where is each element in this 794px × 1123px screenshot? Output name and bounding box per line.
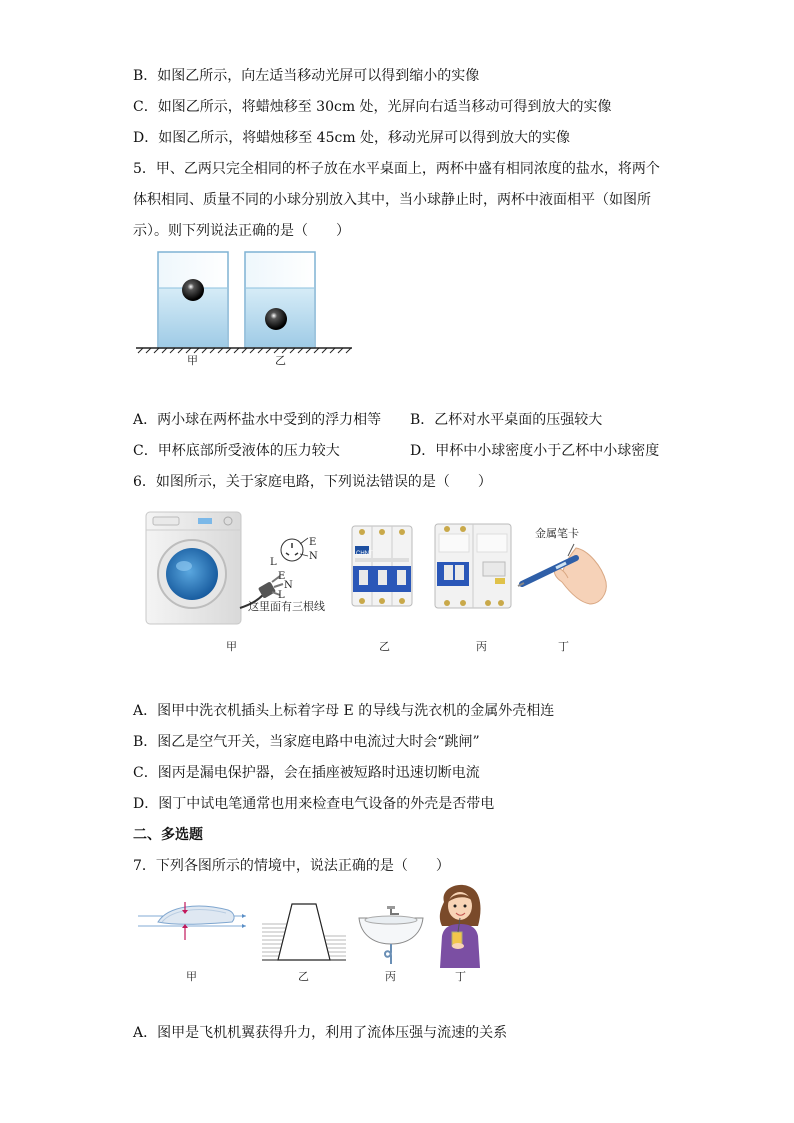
q7-option-a: A．图甲是飞机机翼获得升力，利用了流体压强与流速的关系 [133,1025,508,1041]
q5-label-yi: 乙 [275,354,286,367]
q6-option-b: B．图乙是空气开关，当家庭电路中电流过大时会“跳闸” [133,734,480,750]
plug-pin-e: E [278,571,286,582]
section-heading-multiple-choice: 二、多选题 [133,827,203,843]
q5-option-d: D．甲杯中小球密度小于乙杯中小球密度 [410,443,660,459]
dam-figure [262,902,346,960]
plug-pin-l: L [278,590,285,601]
q5-stem-line3: 示）。则下列说法正确的是（ ） [133,223,350,239]
q5-label-jia: 甲 [187,354,198,367]
q7-label-yi: 乙 [298,970,309,983]
q5-stem-line1: 5．甲、乙两只完全相同的杯子放在水平桌面上，两杯中盛有相同浓度的盐水，将两个 [133,161,660,177]
q5-option-c: C．甲杯底部所受液体的压力较大 [133,443,340,459]
q7-stem: 7．下列各图所示的情境中，说法正确的是（ ） [133,858,450,874]
sink-figure [355,904,427,968]
q6-stem: 6．如图所示，关于家庭电路，下列说法错误的是（ ） [133,474,492,490]
ball-yi [265,308,287,330]
wing-figure [138,896,248,946]
plug-pin-n: N [284,580,293,591]
q6-label-ding: 丁 [558,640,569,653]
q6-option-a: A．图甲中洗衣机插头上标着字母 E 的导线与洗衣机的金属外壳相连 [133,703,555,719]
socket-label-e: E [309,537,317,548]
socket-label-n: N [309,551,318,562]
q5-cups-figure [134,250,354,354]
pen-clip-label: 金属笔卡 [535,527,579,540]
q7-label-bing: 丙 [385,970,396,983]
q7-label-jia: 甲 [186,970,197,983]
girl-drinking-figure [434,882,486,968]
q6-label-yi: 乙 [379,640,390,653]
q7-label-ding: 丁 [455,970,466,983]
cup-yi [245,252,315,348]
test-pen-figure [516,538,612,610]
q4-option-d: D．如图乙所示，将蜡烛移至 45cm 处，移动光屏可以得到放大的实像 [133,130,571,146]
q4-option-c: C．如图乙所示，将蜡烛移至 30cm 处，光屏向右适当移动可得到放大的实像 [133,99,612,115]
q5-stem-line2: 体积相同、质量不同的小球分别放入其中，当小球静止时，两杯中液面相平（如图所 [133,192,651,208]
q6-option-c: C．图丙是漏电保护器，会在插座被短路时迅速切断电流 [133,765,480,781]
breaker-brand: CHNT [356,551,373,557]
q5-option-a: A．两小球在两杯盐水中受到的浮力相等 [133,412,382,428]
q6-option-d: D．图丁中试电笔通常也用来检查电气设备的外壳是否带电 [133,796,495,812]
q6-label-jia: 甲 [226,640,237,653]
plug-note: 这里面有三根线 [248,600,325,613]
ball-jia [182,279,204,301]
socket-label-l: L [270,557,277,568]
air-switch-figure [350,524,414,612]
leakage-protector-figure [433,522,513,614]
q6-label-bing: 丙 [476,640,487,653]
cup-jia [158,252,228,348]
q4-option-b: B．如图乙所示，向左适当移动光屏可以得到缩小的实像 [133,68,480,84]
q5-option-b: B．乙杯对水平桌面的压强较大 [410,412,603,428]
